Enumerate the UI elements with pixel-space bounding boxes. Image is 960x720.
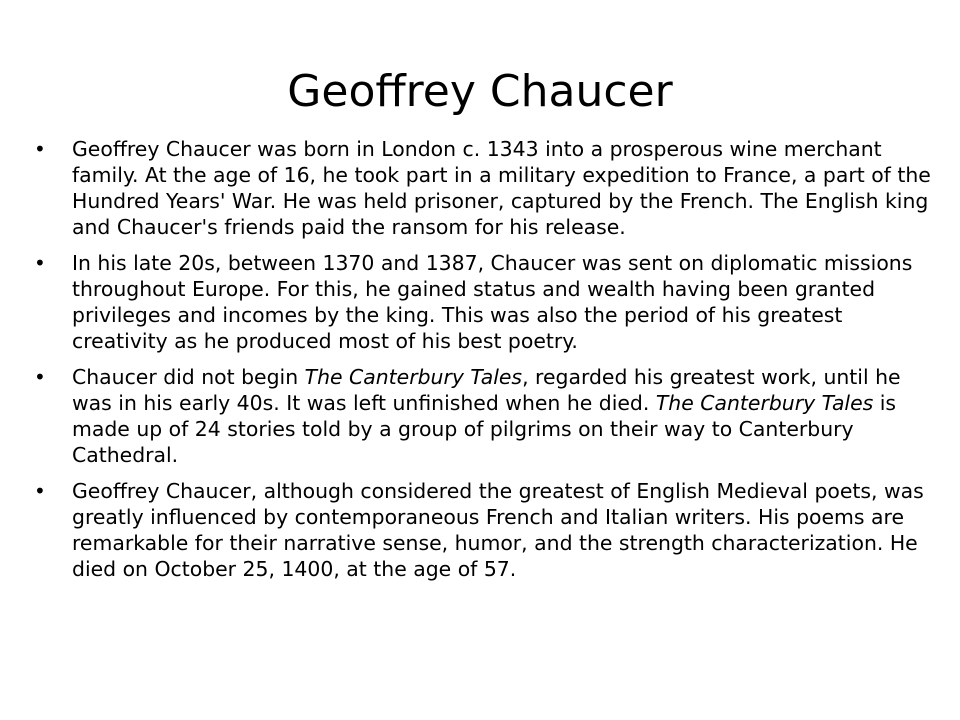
bullet-text: Geoffrey Chaucer was born in London c. 1343 into a prosperous wine merchant family. At the age of 16, he took part in a military expedition to France, a part of the Hundred Years' War. He was held prisoner, captured by the French. The English king and Chaucer's friends paid the ransom for his release.: [72, 137, 931, 239]
book-title: The Canterbury Tales: [655, 391, 874, 415]
bullet-text: In his late 20s, between 1370 and 1387, Chaucer was sent on diplomatic missions throughout Europe. For this, he gained status and wealth having been granted privileges and incomes by the king. This was also the period of his greatest creativity as he produced most of his best poetry.: [72, 251, 913, 353]
bullet-text-part: is made up of 24 stories told by a group of pilgrims on their way to Canterbury Cathedral.: [72, 391, 897, 467]
book-title: The Canterbury Tales: [304, 365, 523, 389]
bullet-item: [34, 136, 934, 240]
bullet-text-part: , regarded his greatest work, until he was in his early 40s. It was left unfinished when he died.: [72, 365, 901, 415]
bullet-marker: •: [34, 137, 46, 161]
bullet-item: [34, 478, 934, 582]
slide-title: Geoffrey Chaucer: [287, 66, 673, 117]
bullet-list: [34, 136, 934, 592]
bullet-text-part: Chaucer did not begin: [72, 365, 305, 389]
bullet-text: [72, 365, 901, 467]
bullet-item: [34, 364, 934, 468]
bullet-item: [34, 250, 934, 354]
bullet-marker: •: [34, 479, 46, 503]
bullet-marker: •: [34, 251, 46, 275]
bullet-marker: •: [34, 365, 46, 389]
bullet-text: Geoffrey Chaucer, although considered the greatest of English Medieval poets, was greatly influenced by contemporaneous French and Italian writers. His poems are remarkable for their narrative sense, humor, and the strength characterization. He died on October 25, 1400, at the age of 57.: [72, 479, 924, 581]
